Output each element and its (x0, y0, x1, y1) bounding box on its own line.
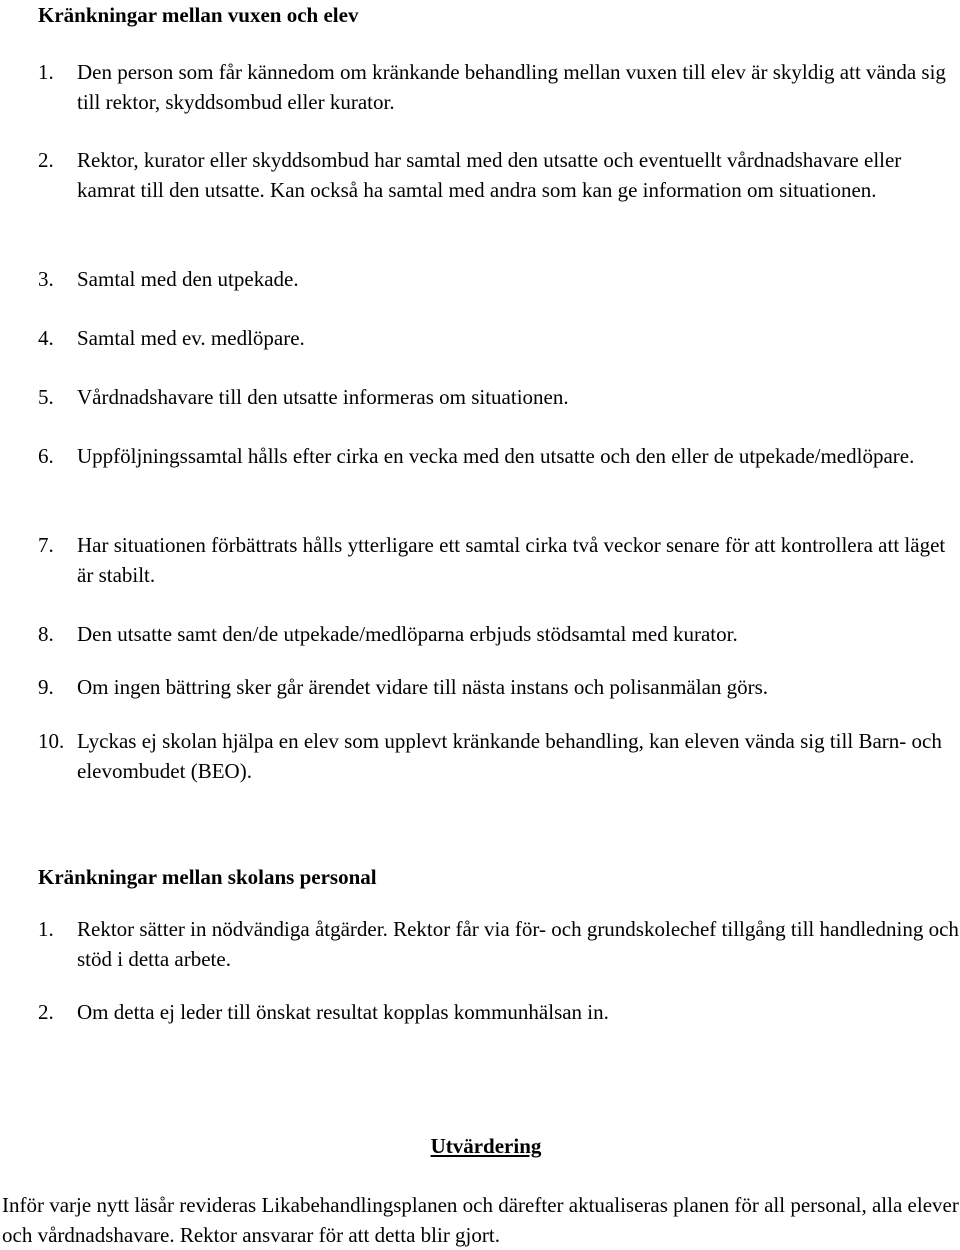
section-heading-utvardering: Utvärdering (430, 1134, 542, 1158)
list-item-text: Om ingen bättring sker går ärendet vidare till nästa instans och polisanmälan görs. (77, 675, 769, 699)
section-heading-personal: Kränkningar mellan skolans personal (38, 865, 377, 889)
list-item-number: 2. (38, 1000, 54, 1024)
list-item-number: 7. (38, 533, 54, 557)
list-item-number: 3. (38, 267, 54, 291)
list-item-text: Uppföljningssamtal hålls efter cirka en vecka med den utsatte och den eller de utpekade/medlöpare. (77, 444, 915, 468)
list-item-number: 1. (38, 60, 54, 84)
list-item-text: Rektor sätter in nödvändiga åtgärder. Rektor får via för- och grundskolechef tillgång till handledning och stöd i detta arbete. (77, 917, 959, 971)
section-heading-vuxen-elev: Kränkningar mellan vuxen och elev (38, 3, 359, 27)
list-item-number: 2. (38, 148, 54, 172)
list-item-text: Rektor, kurator eller skyddsombud har samtal med den utsatte och eventuellt vårdnadshavare eller kamrat till den utsatte. Kan också ha samtal med andra som kan ge information om situationen. (77, 148, 902, 202)
list-item-text: Den utsatte samt den/de utpekade/medlöparna erbjuds stödsamtal med kurator. (77, 622, 738, 646)
list-item-text: Samtal med ev. medlöpare. (77, 326, 305, 350)
list-item-text: Lyckas ej skolan hjälpa en elev som upplevt kränkande behandling, kan eleven vända sig till Barn- och elevombudet (BEO). (77, 729, 942, 783)
list-item-text: Har situationen förbättrats hålls ytterligare ett samtal cirka två veckor senare för att kontrollera att läget är stabilt. (77, 533, 946, 587)
list-item-number: 4. (38, 326, 54, 350)
list-item-text: Samtal med den utpekade. (77, 267, 299, 291)
list-item-text: Vårdnadshavare till den utsatte informeras om situationen. (77, 385, 569, 409)
list-item-text: Den person som får kännedom om kränkande behandling mellan vuxen till elev är skyldig att vända sig till rektor, skyddsombud eller kurator. (77, 60, 946, 114)
list-item-number: 5. (38, 385, 54, 409)
list-item-number: 9. (38, 675, 54, 699)
list-item-text: Om detta ej leder till önskat resultat kopplas kommunhälsan in. (77, 1000, 609, 1024)
list-item-number: 1. (38, 917, 54, 941)
evaluation-paragraph: Inför varje nytt läsår revideras Likabehandlingsplanen och därefter aktualiseras planen för all personal, alla elever och vårdnadshavare. Rektor ansvarar för att detta blir gjort. (2, 1193, 959, 1247)
list-item-number: 6. (38, 444, 54, 468)
list-item-number: 8. (38, 622, 54, 646)
list-item-number: 10. (38, 729, 65, 753)
